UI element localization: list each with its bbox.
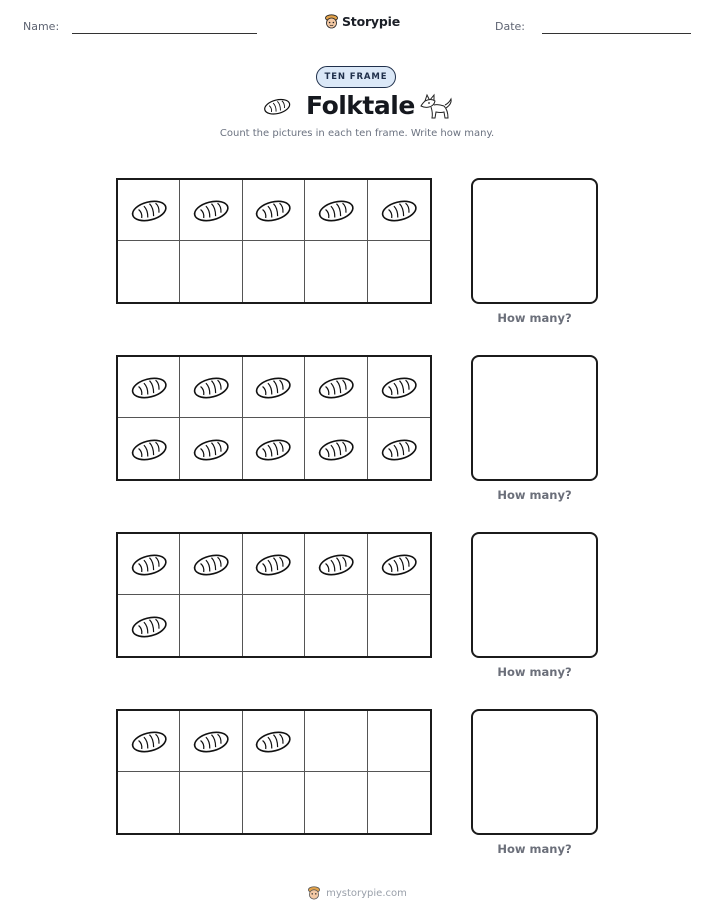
ten-frame-cell — [180, 772, 242, 833]
bread-loaf-icon — [191, 728, 231, 754]
ten-frame-cell — [118, 595, 180, 656]
bread-loaf-icon — [191, 374, 231, 400]
brand-logo — [324, 13, 400, 30]
bread-loaf-icon — [316, 551, 356, 577]
how-many-label-2: How many? — [497, 488, 572, 502]
date-line[interactable] — [542, 33, 691, 34]
wolf-icon — [419, 91, 453, 121]
bread-loaf-icon — [253, 728, 293, 754]
ten-frame-3 — [116, 532, 432, 658]
name-label: Name: — [23, 20, 60, 33]
ten-frame-cell — [368, 418, 430, 479]
date-label: Date: — [495, 20, 525, 33]
bread-loaf-icon — [379, 551, 419, 577]
ten-frame-cell — [118, 772, 180, 833]
ten-frame-cell — [118, 418, 180, 479]
storypie-logo-icon — [324, 13, 339, 30]
ten-frame-cell — [305, 711, 367, 772]
ten-frame-4 — [116, 709, 432, 835]
bread-loaf-icon — [316, 436, 356, 462]
bread-loaf-icon — [316, 374, 356, 400]
ten-frame-cell — [368, 357, 430, 418]
bread-loaf-icon — [191, 551, 231, 577]
ten-frame-cell — [180, 357, 242, 418]
ten-frame-cell — [305, 180, 367, 241]
ten-frame-cell — [243, 418, 305, 479]
bread-loaf-icon — [129, 728, 169, 754]
ten-frame-cell — [180, 534, 242, 595]
ten-frame-2 — [116, 355, 432, 481]
ten-frame-cell — [243, 357, 305, 418]
ten-frame-1 — [116, 178, 432, 304]
answer-box-4[interactable] — [471, 709, 598, 835]
name-line[interactable] — [72, 33, 257, 34]
ten-frame-cell — [118, 711, 180, 772]
answer-box-1[interactable] — [471, 178, 598, 304]
ten-frame-cell — [243, 180, 305, 241]
ten-frame-cell — [368, 241, 430, 302]
ten-frame-cell — [243, 772, 305, 833]
bread-loaf-icon — [253, 436, 293, 462]
ten-frame-cell — [118, 534, 180, 595]
bread-loaf-icon — [379, 436, 419, 462]
ten-frame-cell — [243, 595, 305, 656]
ten-frame-cell — [180, 180, 242, 241]
bread-loaf-icon — [253, 197, 293, 223]
ten-frame-cell — [368, 595, 430, 656]
ten-frame-cell — [180, 418, 242, 479]
ten-frame-cell — [305, 534, 367, 595]
bread-loaf-icon — [253, 374, 293, 400]
ten-frame-cell — [118, 357, 180, 418]
bread-loaf-icon — [129, 436, 169, 462]
ten-frame-cell — [118, 241, 180, 302]
answer-box-2[interactable] — [471, 355, 598, 481]
bread-loaf-icon — [129, 197, 169, 223]
ten-frame-cell — [305, 418, 367, 479]
ten-frame-cell — [368, 772, 430, 833]
how-many-label-1: How many? — [497, 311, 572, 325]
ten-frame-cell — [368, 534, 430, 595]
ten-frame-cell — [305, 241, 367, 302]
ten-frame-cell — [180, 241, 242, 302]
how-many-label-4: How many? — [497, 842, 572, 856]
ten-frame-cell — [180, 595, 242, 656]
bread-loaf-icon — [379, 374, 419, 400]
instructions: Count the pictures in each ten frame. Write how many. — [219, 128, 495, 139]
ten-frame-badge: TEN FRAME — [316, 66, 396, 88]
answer-box-3[interactable] — [471, 532, 598, 658]
ten-frame-cell — [305, 357, 367, 418]
footer — [0, 885, 714, 901]
bread-loaf-icon — [129, 613, 169, 639]
bread-loaf-icon — [191, 197, 231, 223]
bread-loaf-icon — [191, 436, 231, 462]
bread-loaf-icon — [316, 197, 356, 223]
bread-loaf-icon — [379, 197, 419, 223]
how-many-label-3: How many? — [497, 665, 572, 679]
ten-frame-cell — [118, 180, 180, 241]
ten-frame-cell — [243, 534, 305, 595]
ten-frame-cell — [180, 711, 242, 772]
bread-loaf-icon — [129, 551, 169, 577]
bread-loaf-icon — [262, 96, 292, 116]
ten-frame-cell — [243, 241, 305, 302]
storypie-logo-icon — [307, 885, 321, 901]
bread-loaf-icon — [253, 551, 293, 577]
brand-name: Storypie — [342, 14, 400, 29]
ten-frame-cell — [368, 180, 430, 241]
ten-frame-cell — [305, 772, 367, 833]
ten-frame-cell — [243, 711, 305, 772]
ten-frame-cell — [305, 595, 367, 656]
ten-frame-cell — [368, 711, 430, 772]
page-title: Folktale — [306, 91, 415, 120]
bread-loaf-icon — [129, 374, 169, 400]
footer-url[interactable]: mystorypie.com — [326, 887, 407, 899]
